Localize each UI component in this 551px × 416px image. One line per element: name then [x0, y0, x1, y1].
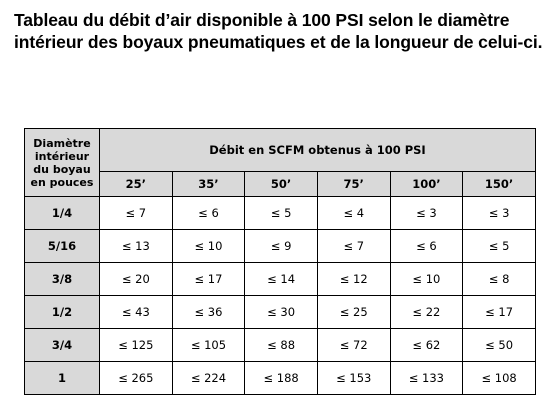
- table-row: [25, 197, 536, 230]
- document-title: [14, 9, 544, 53]
- table-cell: ≤ 105: [172, 329, 245, 362]
- length-header: 25’: [100, 172, 173, 197]
- row-header-size: 5/16: [25, 230, 100, 263]
- table-cell: ≤ 3: [390, 197, 463, 230]
- table-cell: ≤ 88: [245, 329, 318, 362]
- table-cell: ≤ 4: [317, 197, 390, 230]
- table-row: [25, 263, 536, 296]
- header-row-group: [25, 129, 536, 172]
- table-cell: ≤ 188: [245, 362, 318, 395]
- table-cell: ≤ 153: [317, 362, 390, 395]
- row-header-size: 3/4: [25, 329, 100, 362]
- corner-header-line: intérieur: [34, 149, 90, 163]
- table-cell: ≤ 10: [172, 230, 245, 263]
- airflow-table: [24, 128, 536, 395]
- row-header-size: 1: [25, 362, 100, 395]
- table-row: [25, 329, 536, 362]
- table-cell: ≤ 17: [463, 296, 536, 329]
- table-cell: ≤ 50: [463, 329, 536, 362]
- table-row: [25, 362, 536, 395]
- corner-header-line: en pouces: [30, 175, 94, 189]
- table-row: [25, 230, 536, 263]
- table-cell: ≤ 17: [172, 263, 245, 296]
- table-cell: ≤ 7: [100, 197, 173, 230]
- length-header: 100’: [390, 172, 463, 197]
- length-header: 150’: [463, 172, 536, 197]
- length-header: 75’: [317, 172, 390, 197]
- table-cell: ≤ 9: [245, 230, 318, 263]
- group-header-flow: Débit en SCFM obtenus à 100 PSI: [100, 129, 536, 172]
- row-header-size: 3/8: [25, 263, 100, 296]
- table-cell: ≤ 224: [172, 362, 245, 395]
- table-cell: ≤ 72: [317, 329, 390, 362]
- table-row: [25, 296, 536, 329]
- table-cell: ≤ 20: [100, 263, 173, 296]
- length-header: 35’: [172, 172, 245, 197]
- corner-header-diameter: [25, 129, 100, 197]
- table-cell: ≤ 6: [390, 230, 463, 263]
- table-cell: ≤ 43: [100, 296, 173, 329]
- header-row-lengths: [25, 172, 536, 197]
- corner-header-line: Diamètre: [33, 136, 91, 150]
- table-cell: ≤ 36: [172, 296, 245, 329]
- table-cell: ≤ 13: [100, 230, 173, 263]
- table-cell: ≤ 125: [100, 329, 173, 362]
- table-cell: ≤ 6: [172, 197, 245, 230]
- table-cell: ≤ 265: [100, 362, 173, 395]
- row-header-size: 1/2: [25, 296, 100, 329]
- table-cell: ≤ 3: [463, 197, 536, 230]
- table-cell: ≤ 10: [390, 263, 463, 296]
- table-cell: ≤ 5: [463, 230, 536, 263]
- table-cell: ≤ 62: [390, 329, 463, 362]
- table-cell: ≤ 133: [390, 362, 463, 395]
- table-cell: ≤ 14: [245, 263, 318, 296]
- table-cell: ≤ 7: [317, 230, 390, 263]
- table-cell: ≤ 8: [463, 263, 536, 296]
- title-line-1: Tableau du débit d’air disponible à 100 PSI selon le diamètre: [14, 10, 510, 30]
- table-cell: ≤ 25: [317, 296, 390, 329]
- corner-header-line: du boyau: [33, 162, 91, 176]
- length-header: 50’: [245, 172, 318, 197]
- table-cell: ≤ 22: [390, 296, 463, 329]
- title-line-2: intérieur des boyaux pneumatiques et de la longueur de celui-ci.: [14, 32, 543, 52]
- row-header-size: 1/4: [25, 197, 100, 230]
- table-cell: ≤ 12: [317, 263, 390, 296]
- table-cell: ≤ 30: [245, 296, 318, 329]
- table-cell: ≤ 108: [463, 362, 536, 395]
- table-cell: ≤ 5: [245, 197, 318, 230]
